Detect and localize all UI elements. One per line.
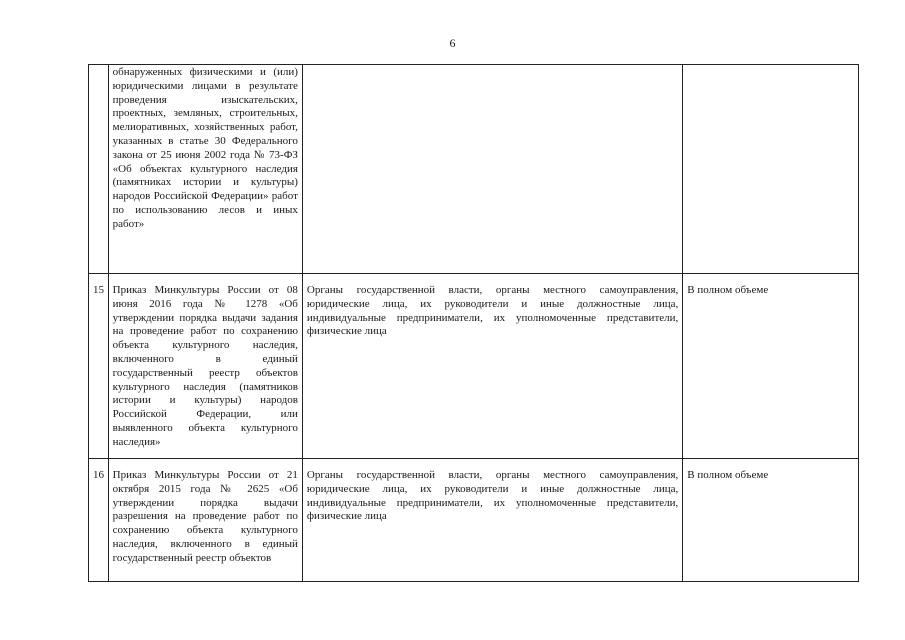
legal-act-cell: Приказ Минкультуры России от 08 июня 2016 года № 1278 «Об утверждении порядка выдачи задания на проведение работ по сохранению объекта культурного наследия, включенного в единый государственный реестр объектов культурного наследия (памятников истории и культуры) народов Российской Федерации, или выявленного объекта культурного наследия» [108, 274, 302, 459]
scope-cell [683, 65, 859, 274]
scope-cell: В полном объеме [683, 274, 859, 459]
table-row [89, 459, 859, 582]
legal-act-cell: обнаруженных физическими и (или) юридическими лицами в результате проведения изыскательских, проектных, земляных, строительных, мелиоративных, хозяйственных работ, указанных в статье 30 Федерального закона от 25 июня 2002 года № 73-ФЗ «Об объектах культурного наследия (памятниках истории и культуры) народов Российской Федерации» работ по использованию лесов и иных работ» [108, 65, 302, 274]
table-row [89, 274, 859, 459]
row-number [89, 65, 109, 274]
subjects-cell: Органы государственной власти, органы местного самоуправления, юридические лица, их руководители и иные должностные лица, индивидуальные предприниматели, их уполномоченные представители, физические лица [302, 459, 682, 582]
scope-cell: В полном объеме [683, 459, 859, 582]
requirements-table [88, 64, 859, 582]
legal-act-cell: Приказ Минкультуры России от 21 октября 2015 года № 2625 «Об утверждении порядка выдачи разрешения на проведение работ по сохранению объекта культурного наследия, включенного в единый государственный реестр объектов [108, 459, 302, 582]
row-number: 15 [89, 274, 109, 459]
row-number: 16 [89, 459, 109, 582]
subjects-cell: Органы государственной власти, органы местного самоуправления, юридические лица, их руководители и иные должностные лица, индивидуальные предприниматели, их уполномоченные представители, физические лица [302, 274, 682, 459]
subjects-cell [302, 65, 682, 274]
page-number: 6 [449, 36, 456, 50]
table-row [89, 65, 859, 274]
